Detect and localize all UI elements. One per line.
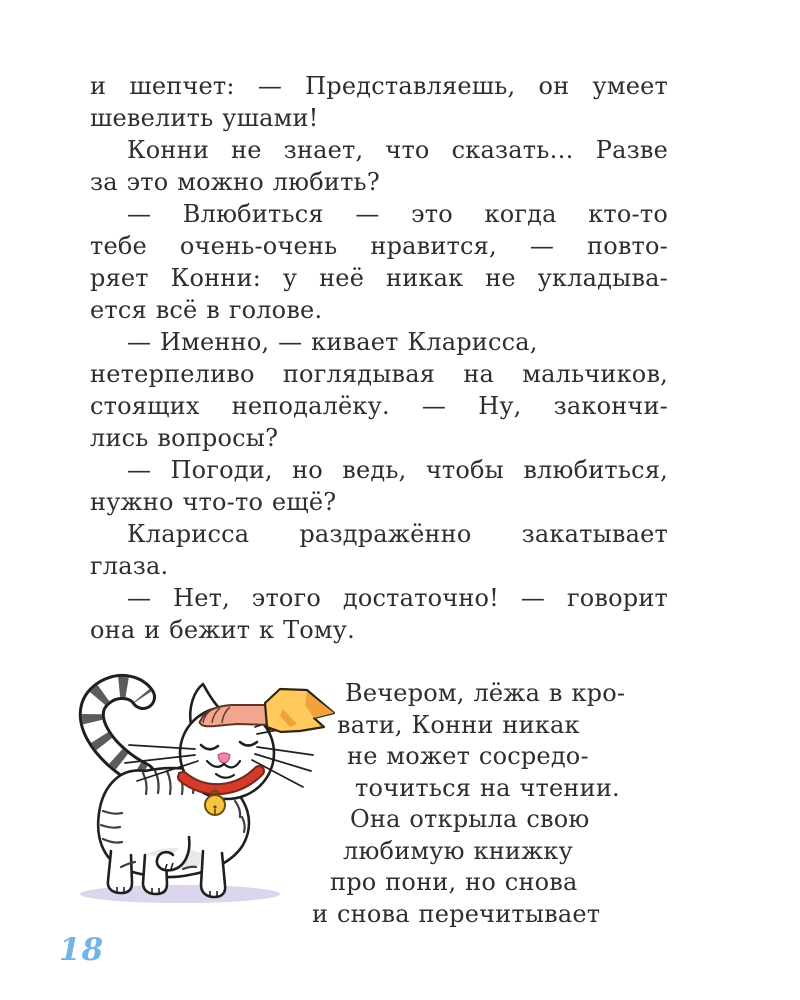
wrap-text-block <box>300 678 680 930</box>
text-line: точиться на чтении. <box>355 773 620 802</box>
text-line: Вечером, лёжа в кро- <box>345 679 626 707</box>
text-line: за это можно любить? <box>90 168 380 196</box>
main-text-block <box>90 70 668 646</box>
text-line: любимую книжку <box>343 836 573 865</box>
text-line: ется всё в голове. <box>90 296 323 324</box>
text-line: — Именно, — кивает Кларисса, <box>127 328 538 356</box>
text-line: Кларисса раздражённо закатывает <box>127 520 668 548</box>
text-line: — Погоди, но ведь, чтобы влюбиться, <box>127 456 668 484</box>
text-line: не может сосредо- <box>347 742 589 770</box>
text-line: она и бежит к Тому. <box>90 616 355 644</box>
text-line: тебе очень-очень нравится, — повто- <box>90 232 668 260</box>
text-line: — Нет, этого достаточно! — говорит <box>127 584 668 612</box>
cat-nose <box>218 753 230 763</box>
text-line: и шепчет: — Представляешь, он умеет <box>90 72 668 100</box>
text-line: вати, Конни никак <box>337 710 580 739</box>
text-line: глаза. <box>90 552 169 580</box>
text-line: ряет Конни: у неё никак не укладыва- <box>90 264 668 292</box>
text-line: Конни не знает, что сказать… Разве <box>127 136 668 164</box>
text-line: и снова перечитывает <box>312 899 601 928</box>
page-number: 18 <box>59 932 105 968</box>
text-line: — Влюбиться — это когда кто-то <box>127 200 668 228</box>
text-line: нужно что-то ещё? <box>90 488 337 516</box>
text-line: нетерпеливо поглядывая на мальчиков, <box>90 360 668 388</box>
text-line: про пони, но снова <box>330 868 578 896</box>
text-line: Она открыла свою <box>350 805 590 833</box>
text-line: лись вопросы? <box>90 424 279 452</box>
text-line: стоящих неподалёку. — Ну, закончи- <box>90 392 668 420</box>
bell-hole <box>213 805 216 808</box>
text-line: шевелить ушами! <box>90 104 319 132</box>
